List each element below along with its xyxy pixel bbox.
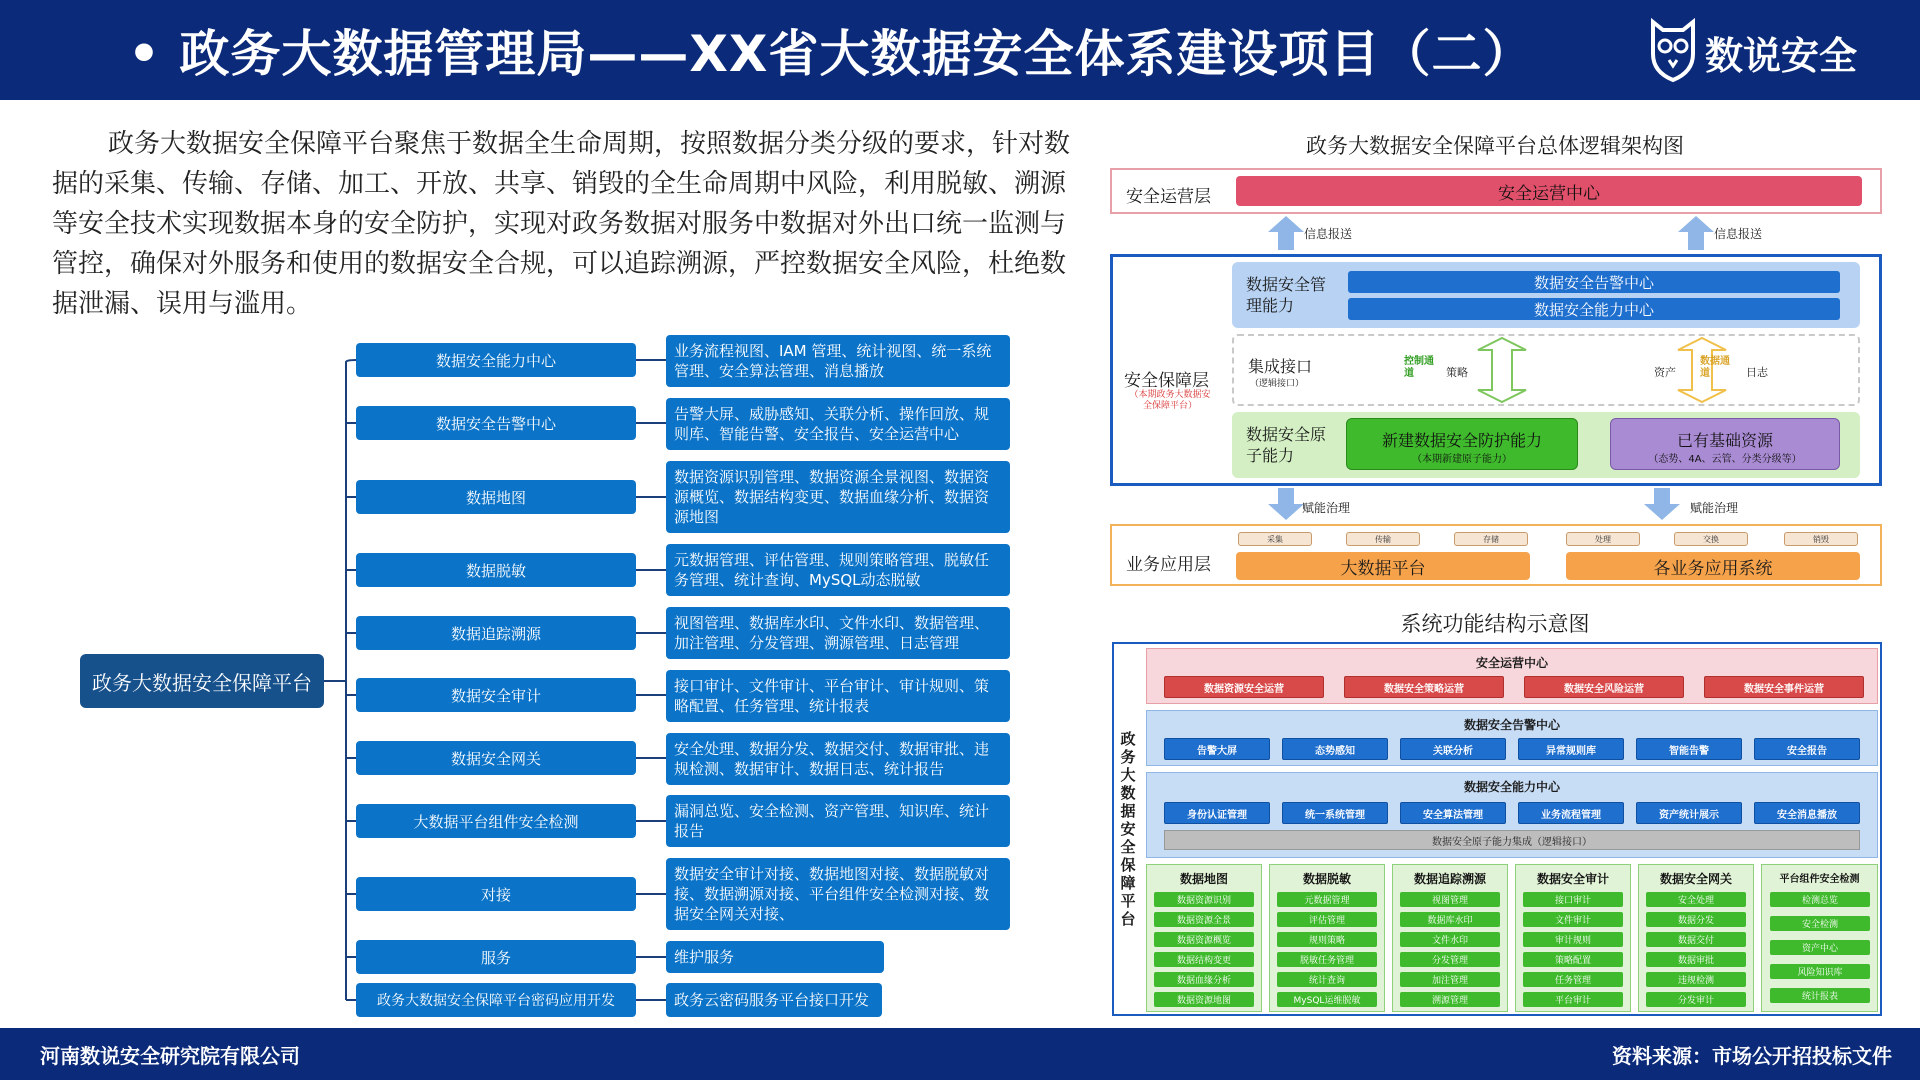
func-col-item: 策略配置 — [1523, 952, 1623, 967]
func-col-title: 数据安全网关 — [1659, 872, 1732, 886]
ops-layer-label: 安全运营层 — [1126, 187, 1211, 207]
branch-label: 数据安全告警中心 — [356, 406, 636, 440]
bigdata-platform: 大数据平台 — [1236, 552, 1530, 580]
data-channel: 数据通道 — [1700, 356, 1730, 379]
biz-layer-label: 业务应用层 — [1126, 555, 1211, 575]
iface-label: 集成接口 — [1248, 357, 1313, 376]
ctrl-channel: 控制通道 — [1404, 356, 1434, 379]
existing-note: （态势、4A、云管、分类分级等） — [1648, 454, 1802, 465]
func-col-item: 数据库水印 — [1400, 912, 1500, 927]
footer-source: 资料来源：市场公开招投标文件 — [1612, 1044, 1892, 1068]
func-col-title: 数据追踪溯源 — [1413, 872, 1486, 886]
report-arrows — [1110, 214, 1882, 254]
branch-label: 数据地图 — [356, 480, 636, 514]
guard-note: （本期政务大数据安全保障平台） — [1129, 390, 1211, 411]
func-cap-bar: 数据安全原子能力集成（逻辑接口） — [1164, 830, 1860, 850]
func-col-item: 分发管理 — [1400, 952, 1500, 967]
func-alert-item: 智能告警 — [1636, 738, 1742, 760]
func-ops-item: 数据安全风险运营 — [1524, 676, 1684, 698]
func-col-item: 视图管理 — [1400, 892, 1500, 907]
func-col-item: 审计规则 — [1523, 932, 1623, 947]
func-col-item: 风险知识库 — [1770, 964, 1870, 979]
new-cap-note: （本期新建原子能力） — [1412, 454, 1512, 465]
logo-text: 数说安全 — [1705, 34, 1858, 78]
arch-title: 政务大数据安全保障平台总体逻辑架构图 — [1306, 134, 1684, 158]
func-col-item: 数据交付 — [1646, 932, 1746, 947]
iface-note: （逻辑接口） — [1250, 379, 1305, 389]
report-left: 信息报送 — [1304, 227, 1353, 241]
policy-label: 策略 — [1446, 366, 1468, 379]
func-col-item: 分发审计 — [1646, 992, 1746, 1007]
branch-label: 数据安全审计 — [356, 678, 636, 712]
func-col-item: 平台审计 — [1523, 992, 1623, 1007]
func-cap-item: 安全算法管理 — [1400, 802, 1506, 824]
branch-label: 数据脱敏 — [356, 553, 636, 587]
func-alert-item: 安全报告 — [1754, 738, 1860, 760]
func-ops-item: 数据安全事件运营 — [1704, 676, 1864, 698]
branch-detail: 安全处理、数据分发、数据交付、数据审批、违规检测、数据审计、数据日志、统计报告 — [666, 733, 1010, 785]
func-cap-item: 身份认证管理 — [1164, 802, 1270, 824]
branch-label: 服务 — [356, 940, 636, 974]
func-col-item: 评估管理 — [1277, 912, 1377, 927]
func-col-title: 平台组件安全检测 — [1779, 874, 1860, 885]
branch-label: 数据安全能力中心 — [356, 343, 636, 377]
branch-detail: 维护服务 — [666, 941, 884, 973]
func-col-item: 加注管理 — [1400, 972, 1500, 987]
govern-arrows — [1110, 486, 1882, 522]
intro-paragraph: 政务大数据安全保障平台聚焦于数据全生命周期，按照数据分类分级的要求，针对数据的采集、传输、存储、加工、开放、共享、销毁的全生命周期中风险，利用脱敏、溯源等安全技术实现数据本身的安全防护，实现对政务数据对服务中数据对外出口统一监测与管控，确保对外服务和使用的数据安全合规，可以追踪溯源，严控数据安全风险，杜绝数据泄漏、误用与滥用。 — [52, 129, 1071, 319]
cap-center: 数据安全能力中心 — [1348, 298, 1840, 320]
func-ops-title: 安全运营中心 — [1475, 656, 1548, 670]
branch-label: 大数据平台组件安全检测 — [356, 804, 636, 838]
func-col-item: 数据结构变更 — [1154, 952, 1254, 967]
lifecycle-step: 处理 — [1566, 532, 1640, 546]
branch-detail: 业务流程视图、IAM 管理、统计视图、统一系统管理、安全算法管理、消息播放 — [666, 335, 1010, 387]
alert-center: 数据安全告警中心 — [1348, 271, 1840, 293]
func-alert-item: 异常规则库 — [1518, 738, 1624, 760]
func-side-label: 政务大数据安全保障平台 — [1120, 730, 1136, 928]
func-title: 系统功能结构示意图 — [1400, 612, 1590, 636]
func-cap-item: 业务流程管理 — [1518, 802, 1624, 824]
func-col-item: 安全检测 — [1770, 916, 1870, 931]
lifecycle-step: 存储 — [1454, 532, 1528, 546]
log-label: 日志 — [1746, 366, 1768, 379]
func-cap-item: 统一系统管理 — [1282, 802, 1388, 824]
lifecycle-step: 传输 — [1346, 532, 1420, 546]
branch-label: 数据安全网关 — [356, 741, 636, 775]
branch-detail: 告警大屏、威胁感知、关联分析、操作回放、规则库、智能告警、安全报告、安全运营中心 — [666, 398, 1010, 450]
branch-detail: 元数据管理、评估管理、规则策略管理、脱敏任务管理、统计查询、MySQL动态脱敏 — [666, 544, 1010, 596]
func-col-item: MySQL运维脱敏 — [1277, 992, 1377, 1007]
func-cap-item: 资产统计展示 — [1636, 802, 1742, 824]
func-col-item: 违规检测 — [1646, 972, 1746, 987]
lifecycle-step: 采集 — [1238, 532, 1312, 546]
func-col-item: 数据资源地图 — [1154, 992, 1254, 1007]
func-col-item: 数据分发 — [1646, 912, 1746, 927]
mindmap-root: 政务大数据安全保障平台 — [80, 654, 324, 708]
channel-arrows — [1432, 336, 1832, 404]
func-col-item: 统计查询 — [1277, 972, 1377, 987]
func-col-title: 数据安全审计 — [1536, 872, 1609, 886]
func-col-item: 数据血缘分析 — [1154, 972, 1254, 987]
govern-right: 赋能治理 — [1690, 501, 1739, 515]
branch-detail: 视图管理、数据库水印、文件水印、数据管理、加注管理、分发管理、溯源管理、日志管理 — [666, 607, 1010, 659]
func-alert-item: 告警大屏 — [1164, 738, 1270, 760]
func-col-item: 数据审批 — [1646, 952, 1746, 967]
branch-detail: 数据资源识别管理、数据资源全景视图、数据资源概览、数据结构变更、数据血缘分析、数据资源地图 — [666, 461, 1010, 533]
func-col-item: 数据资源概览 — [1154, 932, 1254, 947]
existing-label: 已有基础资源 — [1676, 431, 1773, 450]
func-cap-title: 数据安全能力中心 — [1463, 780, 1560, 794]
branch-label: 政务大数据安全保障平台密码应用开发 — [356, 983, 636, 1017]
govern-left: 赋能治理 — [1302, 501, 1351, 515]
page-title: • 政务大数据管理局——XX省大数据安全体系建设项目（二） — [128, 25, 1534, 83]
func-col-item: 任务管理 — [1523, 972, 1623, 987]
func-col-item: 数据资源全景 — [1154, 912, 1254, 927]
func-ops-item: 数据资源安全运营 — [1164, 676, 1324, 698]
lifecycle-step: 交换 — [1674, 532, 1748, 546]
func-col-item: 接口审计 — [1523, 892, 1623, 907]
func-col-item: 文件水印 — [1400, 932, 1500, 947]
func-col-item: 资产中心 — [1770, 940, 1870, 955]
func-alert-item: 关联分析 — [1400, 738, 1506, 760]
func-col-item: 检测总览 — [1770, 892, 1870, 907]
new-cap: 新建数据安全防护能力 — [1381, 431, 1542, 450]
branch-detail: 数据安全审计对接、数据地图对接、数据脱敏对接、数据溯源对接、平台组件安全检测对接、数据安全网关对接、 — [666, 858, 1010, 930]
branch-label: 对接 — [356, 877, 636, 911]
mgmt-label: 数据安全管理能力 — [1246, 275, 1327, 315]
ops-center: 安全运营中心 — [1236, 176, 1862, 206]
guard-layer-label: 安全保障层 — [1124, 371, 1209, 391]
func-alert-item: 态势感知 — [1282, 738, 1388, 760]
report-right: 信息报送 — [1714, 227, 1763, 241]
func-col-item: 规则策略 — [1277, 932, 1377, 947]
lifecycle-step: 销毁 — [1784, 532, 1858, 546]
branch-detail: 接口审计、文件审计、平台审计、审计规则、策略配置、任务管理、统计报表 — [666, 670, 1010, 722]
func-col-title: 数据脱敏 — [1302, 872, 1351, 886]
func-ops-item: 数据安全策略运营 — [1344, 676, 1504, 698]
footer-company: 河南数说安全研究院有限公司 — [40, 1044, 300, 1068]
branch-label: 数据追踪溯源 — [356, 616, 636, 650]
func-col-item: 元数据管理 — [1277, 892, 1377, 907]
asset-label: 资产 — [1654, 366, 1676, 379]
branch-detail: 政务云密码服务平台接口开发 — [666, 983, 882, 1017]
atomic-label: 数据安全原子能力 — [1246, 425, 1327, 465]
func-col-item: 安全处理 — [1646, 892, 1746, 907]
func-col-item: 脱敏任务管理 — [1277, 952, 1377, 967]
branch-detail: 漏洞总览、安全检测、资产管理、知识库、统计报告 — [666, 795, 1010, 847]
func-col-item: 统计报表 — [1770, 988, 1870, 1003]
func-col-item: 数据资源识别 — [1154, 892, 1254, 907]
func-col-item: 溯源管理 — [1400, 992, 1500, 1007]
func-cap-item: 安全消息播放 — [1754, 802, 1860, 824]
func-col-item: 文件审计 — [1523, 912, 1623, 927]
biz-apps: 各业务应用系统 — [1566, 552, 1860, 580]
func-alert-title: 数据安全告警中心 — [1463, 718, 1560, 732]
func-col-title: 数据地图 — [1179, 872, 1228, 886]
